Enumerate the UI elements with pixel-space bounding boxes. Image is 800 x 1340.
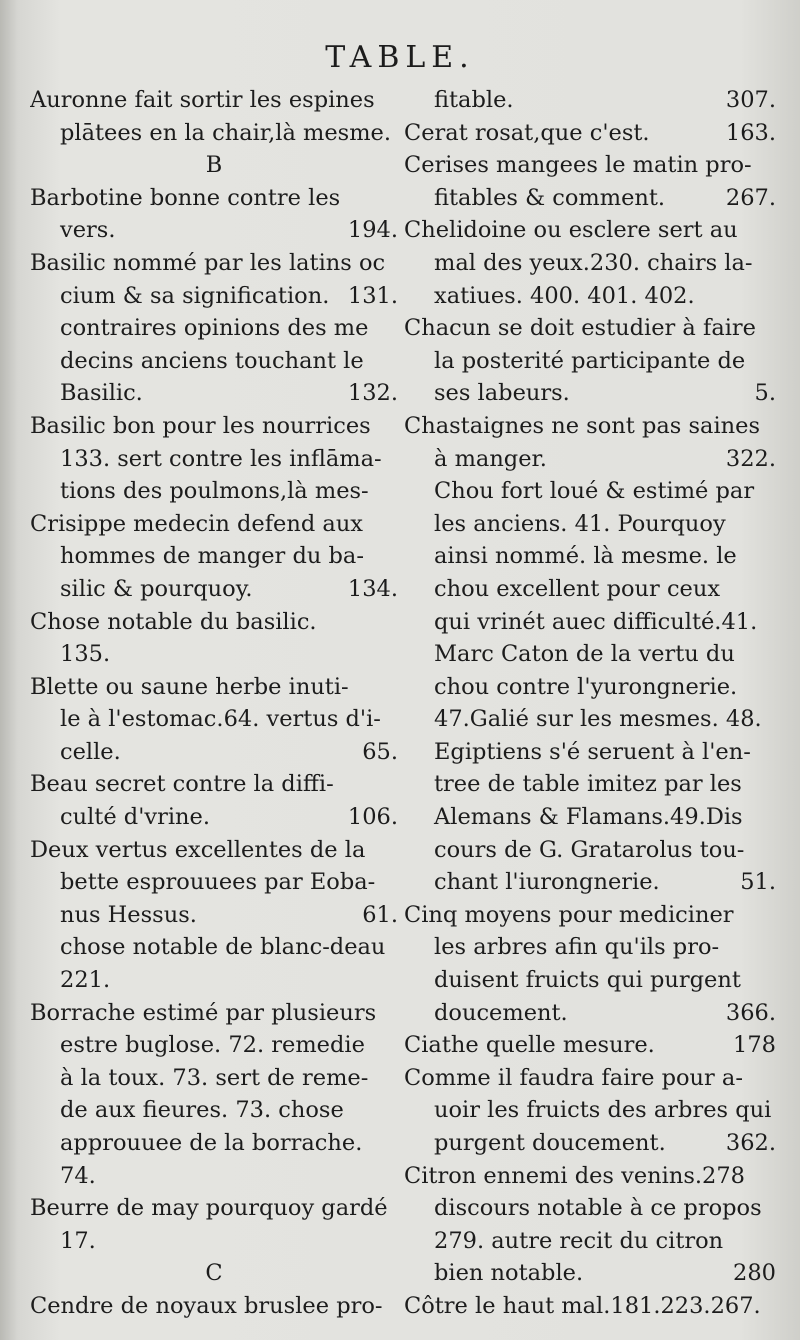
index-entry-line	[30, 1029, 398, 1062]
entry-text: 47.Galié sur les mesmes. 48.	[434, 706, 762, 733]
entry-page-number: 362.	[725, 1130, 776, 1156]
index-entry-line	[30, 931, 398, 964]
entry-text: Cinq moyens pour mediciner	[404, 901, 734, 928]
entry-text: xatiues. 400. 401. 402.	[434, 282, 695, 309]
entry-text: plātees en la chair,là mesme.	[60, 119, 392, 146]
index-entry-line	[30, 117, 398, 150]
entry-text: Ciathe quelle mesure.	[404, 1032, 655, 1059]
index-entry-line	[30, 638, 398, 671]
index-entry-line	[30, 280, 398, 313]
entry-text: chou excellent pour ceux	[434, 575, 721, 602]
index-entry-line	[404, 1192, 776, 1225]
index-entry-line	[30, 899, 398, 932]
entry-text: les anciens. 41. Pourquoy	[434, 510, 726, 537]
index-entry-line	[404, 1160, 776, 1193]
index-entry-line	[30, 1225, 398, 1258]
index-entry-line	[404, 1225, 776, 1258]
index-entry-line	[404, 1094, 776, 1127]
index-entry-line	[404, 214, 776, 247]
index-entry-line	[30, 736, 398, 769]
entry-text: B	[205, 152, 223, 179]
entry-text: vers.	[60, 217, 116, 244]
entry-text: approuuee de la borrache.	[60, 1130, 363, 1156]
index-entry-line	[404, 606, 776, 639]
index-entry-line	[404, 377, 776, 410]
index-entry-line	[30, 801, 398, 834]
index-entry-line	[30, 997, 398, 1030]
entry-text: Beau secret contre la diffi-	[30, 771, 334, 798]
index-entry-line	[30, 573, 398, 606]
entry-page-number: 280	[733, 1260, 776, 1287]
entry-text: estre buglose. 72. remedie	[60, 1032, 365, 1059]
index-entry-line	[30, 964, 398, 997]
index-entry-line	[404, 801, 776, 834]
entry-text: 74.	[60, 1162, 96, 1189]
section-letter	[30, 1257, 398, 1290]
entry-text: Chastaignes ne sont pas saines	[404, 412, 760, 439]
entry-text: Auronne fait sortir les espines	[30, 87, 375, 113]
page-title: TABLE.	[325, 40, 475, 75]
index-entry-line	[404, 280, 776, 313]
index-entry-line	[30, 247, 398, 280]
entry-text: uoir les fruicts des arbres qui	[434, 1097, 772, 1124]
index-entry-line	[30, 410, 398, 443]
index-entry-line	[404, 866, 776, 899]
entry-text: qui vrinét auec difficulté.41.	[434, 608, 758, 635]
entry-page-number: 61.	[362, 901, 398, 928]
index-entry-line	[30, 1290, 398, 1323]
index-entry-line	[30, 345, 398, 378]
entry-page-number: 134.	[347, 575, 398, 602]
entry-text: cours de G. Gratarolus tou-	[434, 836, 745, 863]
entry-text: fitable.	[434, 87, 514, 113]
entry-text: hommes de manger du ba-	[60, 543, 364, 570]
index-entry-line	[404, 1062, 776, 1095]
entry-text: Basilic.	[60, 380, 143, 407]
index-entry-line	[30, 84, 398, 117]
index-entry-line	[404, 638, 776, 671]
entry-text: culté d'vrine.	[60, 804, 211, 831]
index-entry-line	[404, 540, 776, 573]
entry-text: les arbres afin qu'ils pro-	[434, 934, 720, 961]
entry-text: Crisippe medecin defend aux	[30, 510, 363, 537]
entry-text: cium & sa signification.	[60, 282, 330, 309]
entry-page-number: 267.	[725, 184, 776, 211]
index-entry-line	[30, 671, 398, 704]
index-entry-line	[30, 866, 398, 899]
entry-text: Citron ennemi des venins.278	[404, 1162, 745, 1189]
index-entry-line	[404, 671, 776, 704]
index-entry-line	[404, 736, 776, 769]
index-entry-line	[404, 573, 776, 606]
entry-text: Côtre le haut mal.181.223.267.	[404, 1292, 761, 1319]
entry-text: tions des poulmons,là mes-	[60, 478, 369, 505]
entry-page-number: 178	[733, 1032, 776, 1059]
index-entry-line	[404, 1290, 776, 1323]
index-entry-line	[404, 117, 776, 150]
index-entry-line	[30, 508, 398, 541]
entry-text: Marc Caton de la vertu du	[434, 641, 735, 668]
index-entry-line	[404, 149, 776, 182]
entry-page-number: 194.	[347, 217, 398, 244]
entry-page-number: 322.	[725, 445, 776, 472]
entry-text: discours notable à ce propos	[434, 1195, 762, 1222]
index-entry-line	[404, 443, 776, 476]
index-entry-line	[404, 410, 776, 443]
index-entry-line	[404, 1257, 776, 1290]
entry-page-number: 163.	[725, 119, 776, 146]
entry-page-number: 51.	[740, 869, 776, 896]
entry-text: 133. sert contre les inflāma-	[60, 445, 382, 472]
index-entry-line	[404, 84, 776, 117]
entry-page-number: 106.	[347, 804, 398, 831]
entry-page-number: 307.	[725, 87, 776, 113]
entry-text: mal des yeux.230. chairs la-	[434, 249, 753, 276]
index-entry-line	[30, 1192, 398, 1225]
entry-text: bien notable.	[434, 1260, 584, 1287]
left-column	[30, 84, 398, 1323]
entry-text: ses labeurs.	[434, 380, 570, 407]
section-letter	[30, 149, 398, 182]
entry-text: contraires opinions des me	[60, 315, 369, 342]
index-entry-line	[404, 345, 776, 378]
index-entry-line	[404, 703, 776, 736]
entry-text: Cerises mangees le matin pro-	[404, 152, 752, 179]
index-entry-line	[30, 606, 398, 639]
index-entry-line	[30, 1062, 398, 1095]
entry-text: ainsi nommé. là mesme. le	[434, 543, 737, 570]
index-entry-line	[30, 377, 398, 410]
entry-text: 17.	[60, 1227, 96, 1254]
entry-text: Comme il faudra faire pour a-	[404, 1064, 743, 1091]
index-entry-line	[30, 540, 398, 573]
index-entry-line	[404, 834, 776, 867]
entry-page-number: 132.	[347, 380, 398, 407]
entry-page-number: 5.	[754, 380, 776, 407]
index-entry-line	[30, 834, 398, 867]
index-entry-line	[404, 508, 776, 541]
entry-text: 135.	[60, 641, 111, 668]
entry-text: nus Hessus.	[60, 901, 197, 928]
entry-text: 221.	[60, 967, 111, 994]
entry-text: Chose notable du basilic.	[30, 608, 317, 635]
entry-text: Cerat rosat,que c'est.	[404, 119, 650, 146]
index-entry-line	[30, 214, 398, 247]
index-entry-line	[30, 703, 398, 736]
index-entry-line	[404, 247, 776, 280]
entry-text: chou contre l'yurongnerie.	[434, 673, 738, 700]
entry-text: le à l'estomac.64. vertus d'i-	[60, 706, 381, 733]
index-entry-line	[404, 768, 776, 801]
entry-text: Deux vertus excellentes de la	[30, 836, 366, 863]
entry-text: Borrache estimé par plusieurs	[30, 999, 377, 1026]
entry-text: Blette ou saune herbe inuti-	[30, 673, 349, 700]
entry-text: de aux fieures. 73. chose	[60, 1097, 344, 1124]
entry-text: chose notable de blanc-deau	[60, 934, 386, 961]
index-entry-line	[30, 475, 398, 508]
entry-text: Chou fort loué & estimé par	[434, 478, 755, 505]
entry-text: à la toux. 73. sert de reme-	[60, 1064, 369, 1091]
entry-text: Basilic bon pour les nourrices	[30, 412, 371, 439]
entry-text: bette esprouuees par Eoba-	[60, 869, 376, 896]
index-entry-line	[404, 931, 776, 964]
entry-text: Chacun se doit estudier à faire	[404, 315, 757, 342]
index-entry-line	[30, 1127, 398, 1160]
index-entry-line	[404, 1029, 776, 1062]
entry-text: Barbotine bonne contre les	[30, 184, 341, 211]
index-entry-line	[404, 964, 776, 997]
index-entry-line	[404, 182, 776, 215]
entry-text: Chelidoine ou esclere sert au	[404, 217, 738, 244]
entry-text: doucement.	[434, 999, 568, 1026]
entry-text: chant l'iurongnerie.	[434, 869, 660, 896]
entry-text: Cendre de noyaux bruslee pro-	[30, 1292, 383, 1319]
index-entry-line	[30, 182, 398, 215]
entry-text: celle.	[60, 738, 121, 765]
index-entry-line	[30, 1094, 398, 1127]
entry-page-number: 131.	[347, 282, 398, 309]
index-entry-line	[404, 997, 776, 1030]
index-entry-line	[30, 768, 398, 801]
entry-text: tree de table imitez par les	[434, 771, 742, 798]
entry-text: fitables & comment.	[434, 184, 666, 211]
entry-page-number: 366.	[725, 999, 776, 1026]
index-entry-line	[30, 312, 398, 345]
entry-text: à manger.	[434, 445, 547, 472]
index-entry-line	[30, 1160, 398, 1193]
entry-text: purgent doucement.	[434, 1130, 666, 1156]
entry-text: duisent fruicts qui purgent	[434, 967, 741, 994]
right-column	[404, 84, 776, 1323]
entry-text: 279. autre recit du citron	[434, 1227, 724, 1254]
entry-text: Beurre de may pourquoy gardé	[30, 1195, 388, 1222]
entry-text: la posterité participante de	[434, 347, 746, 374]
entry-text: Egiptiens s'é seruent à l'en-	[434, 738, 751, 765]
entry-page-number: 65.	[362, 738, 398, 765]
index-entry-line	[404, 899, 776, 932]
entry-text: Basilic nommé par les latins oc	[30, 249, 386, 276]
index-entry-line	[404, 312, 776, 345]
entry-text: decins anciens touchant le	[60, 347, 364, 374]
index-entry-line	[30, 443, 398, 476]
entry-text: Alemans & Flamans.49.Dis	[434, 804, 743, 831]
entry-text: silic & pourquoy.	[60, 575, 253, 602]
entry-text: C	[205, 1260, 223, 1287]
index-entry-line	[404, 475, 776, 508]
index-entry-line	[404, 1127, 776, 1160]
